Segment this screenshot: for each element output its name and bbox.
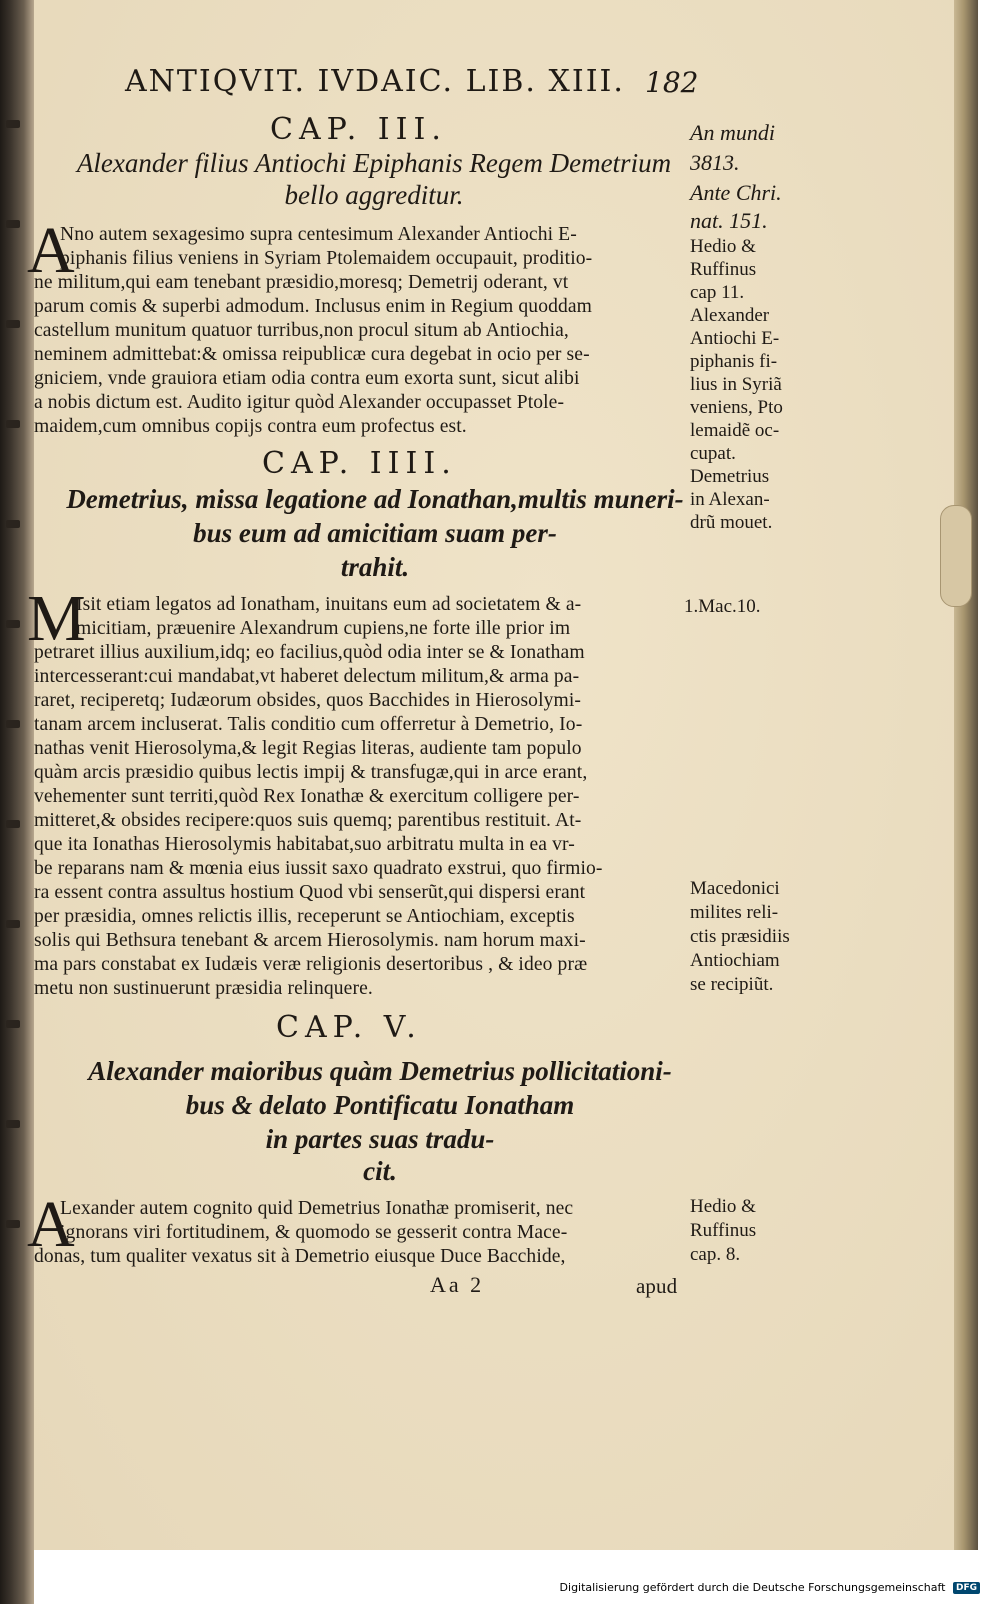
margin-line: veniens, Pto [690, 397, 783, 418]
binding-stitch [6, 120, 20, 128]
margin-line: Antiochiam [690, 950, 780, 971]
chapter-summary-line: trahit. [340, 552, 410, 582]
text-line: quàm arcis præsidio quibus lectis impij & transfugæ,qui in arce erant, [34, 762, 588, 783]
chapter-summary-line: Alexander maioribus quàm Demetrius pollicitationi- [88, 1056, 672, 1086]
text-line: Lexander autem cognito quid Demetrius Ionathæ promiserit, nec [60, 1198, 574, 1219]
text-line: que ita Ionathas Hierosolymis habitabat,suo arbitratu multa in ea vr- [34, 834, 575, 855]
binding-stitch [6, 320, 20, 328]
margin-line: Ante Chri. [690, 180, 782, 205]
margin-line: 1.Mac.10. [684, 596, 761, 617]
text-line: ma pars constabat ex Iudæis veræ religionis desertoribus , & ideo præ [34, 954, 588, 975]
text-line: ne militum,qui eam tenebant præsidio,moresq; Demetrij oderant, vt [34, 272, 569, 293]
binding-stitch [6, 820, 20, 828]
catchword: apud [636, 1274, 678, 1298]
binding-stitches [0, 120, 30, 1320]
chapter-summary-line: bus eum ad amicitiam suam per- [193, 518, 557, 548]
dfg-logo: DFG [953, 1582, 980, 1594]
text-line: intercesserant:cui mandabat,vt haberet delectum militum,& arma pa- [34, 666, 580, 687]
margin-line: cap 11. [690, 282, 745, 303]
text-line: solis qui Bethsura tenebant & arcem Hierosolymis. nam horum maxi- [34, 930, 586, 951]
text-line: mitteret,& obsides recipere:quos suis quemq; parentibus restituit. At- [34, 810, 582, 831]
text-line: neminem admittebat:& omissa reipublicæ cura degebat in ocio per se- [34, 344, 590, 365]
margin-line: Ruffinus [690, 259, 757, 280]
text-line: nathas venit Hierosolyma,& legit Regias literas, audiente tam populo [34, 738, 582, 759]
binding-stitch [6, 920, 20, 928]
margin-line: An mundi [690, 120, 775, 145]
text-line: a nobis dictum est. Audito igitur quòd Alexander occupasset Ptole- [34, 392, 565, 413]
binding-stitch [6, 620, 20, 628]
binding-stitch [6, 220, 20, 228]
text-line: metu non sustinuerunt præsidia relinquere. [34, 978, 373, 999]
margin-line: cap. 8. [690, 1244, 741, 1265]
binding-stitch [6, 1220, 20, 1228]
margin-line: Alexander [690, 305, 770, 326]
binding-stitch [6, 420, 20, 428]
text-line: castellum munitum quatuor turribus,non procul situm ab Antiochia, [34, 320, 569, 341]
text-line: Nno autem sexagesimo supra centesimum Alexander Antiochi E- [60, 224, 577, 245]
margin-line: 3813. [690, 150, 740, 175]
margin-line: Ruffinus [690, 1220, 757, 1241]
margin-line: Macedonici [690, 878, 780, 899]
chapter-summary-line: Demetrius, missa legatione ad Ionathan,multis muneri- [66, 484, 684, 514]
text-line: maidem,cum omnibus copijs contra eum profectus est. [34, 416, 467, 437]
text-line: be reparans nam & mœnia eius iussit saxo quadrato exstrui, quo firmio- [34, 858, 603, 879]
margin-line: nat. 151. [690, 208, 768, 233]
chapter-summary-line: Alexander filius Antiochi Epiphanis Regem Demetrium [76, 148, 672, 178]
chapter-summary-line: cit. [363, 1156, 397, 1186]
margin-line: Hedio & [690, 1196, 756, 1217]
binding-stitch [6, 1120, 20, 1128]
margin-line: se recipiũt. [690, 974, 774, 995]
chapter-summary-line: in partes suas tradu- [265, 1124, 495, 1154]
drop-capital: M [27, 582, 86, 655]
text-line: petraret illius auxilium,idq; eo facilius,quòd odia inter se & Ionatham [34, 642, 585, 663]
chapter-summary-line: bus & delato Pontificatu Ionatham [185, 1090, 575, 1120]
margin-line: lemaidẽ oc- [690, 420, 780, 441]
drop-capital: A [27, 214, 75, 287]
text-line: gniciem, vnde grauiora etiam odia contra eum exorta sunt, sicut alibi [34, 368, 580, 389]
text-line: micitiam, præuenire Alexandrum cupiens,ne forte ille prior im [76, 618, 571, 639]
text-line: parum comis & superbi admodum. Inclusus enim in Regium quoddam [34, 296, 593, 317]
margin-line: piphanis fi- [690, 351, 778, 372]
chapter-heading: CAP. V. [276, 1010, 422, 1045]
running-title: ANTIQVIT. IVDAIC. LIB. XIII. [125, 64, 625, 99]
text-line: per præsidia, omnes relictis illis, receperunt se Antiochiam, exceptis [34, 906, 575, 927]
margin-line: milites reli- [690, 902, 779, 923]
text-line: Isit etiam legatos ad Ionatham, inuitans eum ad societatem & a- [76, 594, 582, 615]
text-line: tanam arcem incluserat. Talis conditio cum offerretur à Demetrio, Io- [34, 714, 583, 735]
folio-number: 182 [645, 66, 699, 99]
drop-capital: A [27, 1188, 75, 1261]
margin-line: ctis præsidiis [690, 926, 790, 947]
scan-bottom-margin [34, 1550, 1000, 1604]
text-line: piphanis filius veniens in Syriam Ptolemaidem occupauit, proditio- [60, 248, 593, 269]
margin-line: cupat. [690, 443, 736, 464]
text-line: raret, reciperetq; Iudæorum obsides, quos Bacchides in Hierosolymi- [34, 690, 582, 711]
margin-line: in Alexan- [690, 489, 770, 510]
signature-mark: Aa 2 [430, 1272, 485, 1297]
funding-credit [560, 1581, 980, 1594]
margin-line: Antiochi E- [690, 328, 780, 349]
text-line: ra essent contra assultus hostium Quod vbi senserũt,qui dispersi erant [34, 882, 586, 903]
binding-stitch [6, 520, 20, 528]
funding-credit-text: Digitalisierung gefördert durch die Deutsche Forschungsgemeinschaft [559, 1581, 946, 1594]
margin-line: drũ mouet. [690, 512, 773, 533]
chapter-summary-line: bello aggreditur. [284, 180, 464, 210]
margin-line: Demetrius [690, 466, 770, 487]
binding-stitch [6, 720, 20, 728]
binding-stitch [6, 1020, 20, 1028]
page-edges [954, 0, 978, 1550]
margin-line: lius in Syriã [690, 374, 782, 395]
chapter-heading: CAP. III. [270, 112, 447, 147]
text-line: ignorans viri fortitudinem, & quomodo se gesserit contra Mace- [60, 1222, 568, 1243]
text-line: donas, tum qualiter vexatus sit à Demetrio eiusque Duce Bacchide, [34, 1246, 566, 1267]
margin-line: Hedio & [690, 236, 756, 257]
page-tab-marker [940, 505, 972, 607]
chapter-heading: CAP. IIII. [262, 446, 457, 481]
text-line: vehementer sunt territi,quòd Rex Ionathæ & exercitum colligere per- [34, 786, 580, 807]
